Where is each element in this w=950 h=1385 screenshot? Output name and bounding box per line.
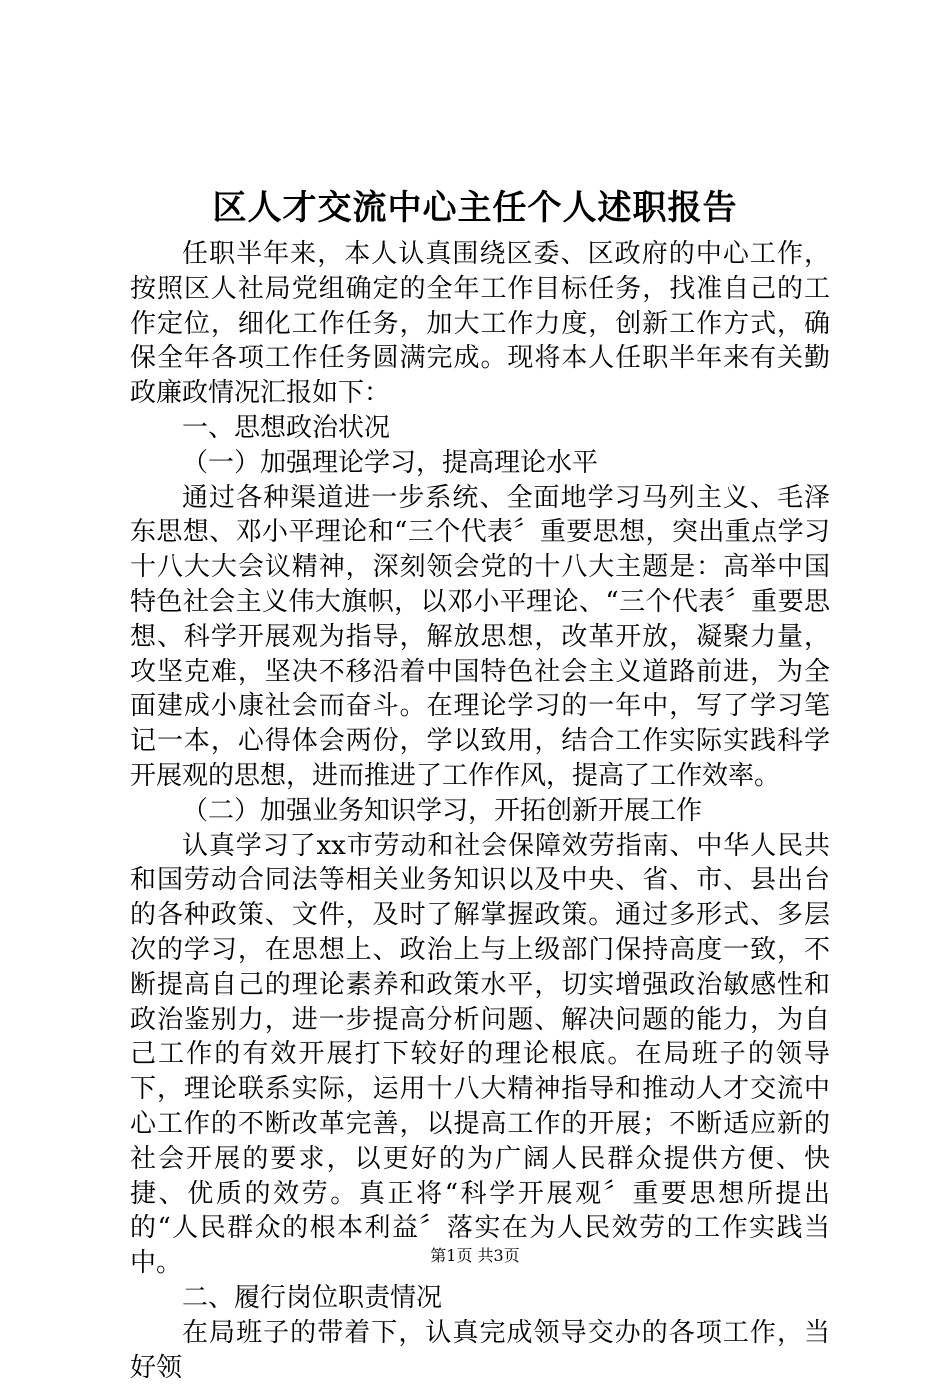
subsection-heading-2: （二）加强业务知识学习，开拓创新开展工作 xyxy=(182,795,703,826)
subsection-heading-1: （一）加强理论学习，提高理论水平 xyxy=(182,447,599,478)
section-heading-1: 一、思想政治状况 xyxy=(182,412,391,443)
page-number: 第1页 共3页 xyxy=(430,1246,520,1265)
section-heading-2: 二、履行岗位职责情况 xyxy=(182,1282,443,1313)
paragraph-duties: 在局班子的带着下，认真完成领导交办的各项工作，当好领 xyxy=(130,1317,830,1383)
document-title: 区人才交流中心主任个人述职报告 xyxy=(212,188,738,228)
paragraph-theory-study: 通过各种渠道进一步系统、全面地学习马列主义、毛泽东思想、邓小平理论和“三个代表〞重要思想，突出重点学习十八大大会议精神，深刻领会党的十八大主题是：高举中国特色社会主义伟大旗帜，以邓小平理论、“三个代表〞重要思想、科学开展观为指导，解放思想，改革开放，凝聚力量，攻坚克难，坚决不移沿着中国特色社会主义道路前进，为全面建成小康社会而奋斗。在理论学习的一年中，写了学习笔记一本，心得体会两份，学以致用，结合工作实际实践科学开展观的思想，进而推进了工作作风，提高了工作效率。 xyxy=(130,482,830,791)
paragraph-business-study: 认真学习了xx市劳动和社会保障效劳指南、中华人民共和国劳动合同法等相关业务知识以及中央、省、市、县出台的各种政策、文件，及时了解掌握政策。通过多形式、多层次的学习，在思想上、政治上与上级部门保持高度一致，不断提高自己的理论素养和政策水平，切实增强政治敏感性和政治鉴别力，进一步提高分析问题、解决问题的能力，为自己工作的有效开展打下较好的理论根底。在局班子的领导下，理论联系实际，运用十八大精神指导和推动人才交流中心工作的不断改革完善，以提高工作的开展；不断适应新的社会开展的要求，以更好的为广阔人民群众提供方便、快捷、优质的效劳。真正将“科学开展观〞重要思想所提出的“人民群众的根本利益〞落实在为人民效劳的工作实践当中。 xyxy=(130,830,830,1279)
document-body xyxy=(130,237,830,1385)
paragraph-intro: 任职半年来，本人认真围绕区委、区政府的中心工作，按照区人社局党组确定的全年工作目标任务，找准自己的工作定位，细化工作任务，加大工作力度，创新工作方式，确保全年各项工作任务圆满完成。现将本人任职半年来有关勤政廉政情况汇报如下： xyxy=(130,239,830,409)
